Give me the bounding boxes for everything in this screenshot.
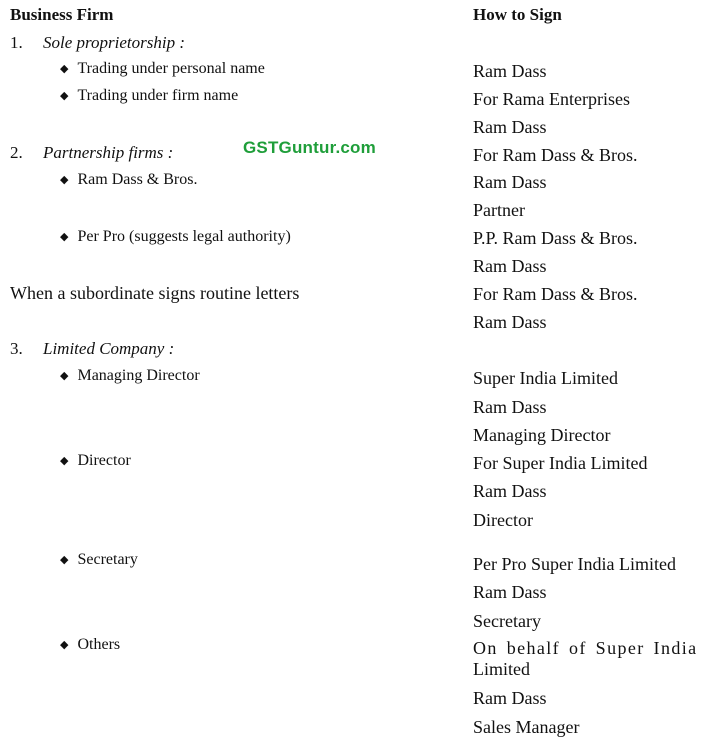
- signature-line: Managing Director: [473, 425, 611, 445]
- signature-line: Director: [473, 510, 533, 530]
- signature-line: For Ram Dass & Bros.: [473, 145, 638, 165]
- signature-line: For Super India Limited: [473, 453, 648, 473]
- signature-line: For Ram Dass & Bros.: [473, 284, 638, 304]
- diamond-bullet-icon: ◆: [60, 554, 69, 566]
- signature-line: P.P. Ram Dass & Bros.: [473, 228, 638, 248]
- diamond-bullet-icon: ◆: [60, 174, 69, 186]
- bullet-item-label: Director: [77, 452, 131, 469]
- subordinate-line: When a subordinate signs routine letters: [10, 283, 300, 303]
- signature-line: Ram Dass: [473, 117, 547, 137]
- signature-line: Ram Dass: [473, 61, 547, 81]
- bullet-item-label: Trading under firm name: [77, 87, 239, 104]
- bullet-item-label: Secretary: [77, 551, 138, 568]
- how-to-sign-header: How to Sign: [473, 5, 562, 24]
- signature-line: Ram Dass: [473, 172, 547, 192]
- signature-line: On behalf of Super India: [473, 638, 698, 658]
- bullet-item-label: Ram Dass & Bros.: [77, 171, 198, 188]
- signature-line: Ram Dass: [473, 688, 547, 708]
- bullet-item: [60, 227, 291, 248]
- diamond-bullet-icon: ◆: [60, 231, 69, 243]
- signature-line: Partner: [473, 200, 525, 220]
- bullet-item: [60, 170, 197, 191]
- signature-line: Ram Dass: [473, 397, 547, 417]
- section-3-number: 3.: [10, 339, 23, 358]
- section-1-number: 1.: [10, 33, 23, 52]
- bullet-item: [60, 59, 265, 80]
- signature-line: Ram Dass: [473, 256, 547, 276]
- section-2-number: 2.: [10, 143, 23, 162]
- signature-line: Ram Dass: [473, 582, 547, 602]
- signature-line: Ram Dass: [473, 312, 547, 332]
- bullet-item-label: Managing Director: [77, 367, 200, 384]
- section-2-title: Partnership firms :: [43, 143, 174, 162]
- bullet-item-label: Per Pro (suggests legal authority): [77, 228, 291, 245]
- signature-line: Sales Manager: [473, 717, 580, 737]
- diamond-bullet-icon: ◆: [60, 90, 69, 102]
- bullet-item: [60, 451, 131, 472]
- signature-line: Limited: [473, 659, 530, 679]
- signature-line: Ram Dass: [473, 481, 547, 501]
- bullet-item: [60, 635, 120, 656]
- bullet-item-label: Others: [77, 636, 121, 653]
- diamond-bullet-icon: ◆: [60, 370, 69, 382]
- signature-line: For Rama Enterprises: [473, 89, 630, 109]
- bullet-item: [60, 550, 138, 571]
- signature-line: Secretary: [473, 611, 541, 631]
- diamond-bullet-icon: ◆: [60, 63, 69, 75]
- signature-line: Per Pro Super India Limited: [473, 554, 676, 574]
- bullet-item-label: Trading under personal name: [77, 60, 265, 77]
- bullet-item: [60, 86, 238, 107]
- section-3-title: Limited Company :: [43, 339, 175, 358]
- section-1-title: Sole proprietorship :: [43, 33, 185, 52]
- watermark-logo: GSTGuntur.com: [243, 138, 376, 157]
- diamond-bullet-icon: ◆: [60, 639, 69, 651]
- bullet-item: [60, 366, 200, 387]
- signature-line: Super India Limited: [473, 368, 618, 388]
- business-firm-header: Business Firm: [10, 5, 114, 24]
- diamond-bullet-icon: ◆: [60, 455, 69, 467]
